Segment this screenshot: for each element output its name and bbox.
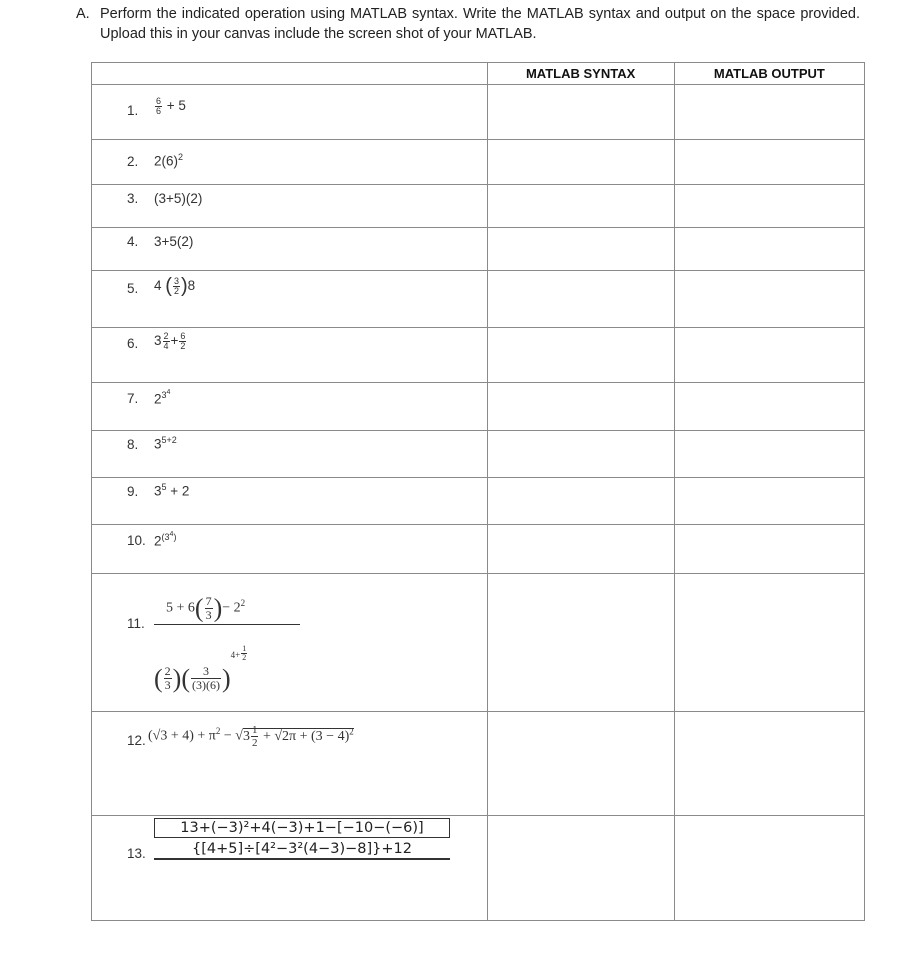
table-row: [92, 328, 865, 383]
output-cell[interactable]: [674, 525, 864, 574]
output-cell[interactable]: [674, 185, 864, 228]
fraction: $\frac{6}{6}$: [156, 96, 162, 116]
complex-fraction: 5 + 6( $\frac{7}{3}$ )− $2^2$ ( $\frac{2}{3}$ )( $\frac{3}{(3)(6)}$ )$^{4+}$ $\frac{1}{2}$: [154, 582, 300, 685]
syntax-cell[interactable]: [487, 228, 674, 271]
boxed-fraction: 13+(−3)²+4(−3)+1−[−10−(−6)] {[4+5]÷[4²−3²(4−3)−8]}+12: [154, 818, 450, 860]
output-cell[interactable]: [674, 271, 864, 328]
syntax-cell[interactable]: [487, 140, 674, 185]
output-cell[interactable]: [674, 574, 864, 712]
output-cell[interactable]: [674, 85, 864, 140]
output-cell[interactable]: [674, 228, 864, 271]
syntax-cell[interactable]: [487, 271, 674, 328]
table-row: [92, 85, 865, 140]
table-row: [92, 574, 865, 712]
output-cell[interactable]: [674, 478, 864, 525]
problem-2: 2. $2(6)^2$: [127, 152, 184, 169]
problem-8: 8. $3^{5+2}$: [127, 435, 177, 452]
syntax-cell[interactable]: [487, 383, 674, 431]
problem-10: 10. 2$^{(3^4)}$: [127, 531, 177, 549]
table-row: [92, 816, 865, 921]
worksheet-table: [91, 62, 865, 921]
problem-11: 11. 5 + 6( $\frac{7}{3}$ )− $2^2$ ( $\frac{2}{3}$ )( $\frac{3}{(3)(6)}$ )$^{4+}$ $\frac{1}{2}$: [92, 574, 487, 711]
table-row: [92, 525, 865, 574]
output-cell[interactable]: [674, 328, 864, 383]
problem-7: 7. $2^{3^4}$: [127, 389, 171, 407]
syntax-cell[interactable]: [487, 478, 674, 525]
output-cell[interactable]: [674, 431, 864, 478]
syntax-cell[interactable]: [487, 525, 674, 574]
table-row: [92, 478, 865, 525]
output-cell[interactable]: [674, 383, 864, 431]
problem-13: 13. 13+(−3)²+4(−3)+1−[−10−(−6)] {[4+5]÷[4²−3²(4−3)−8]}+12: [92, 816, 487, 920]
syntax-cell[interactable]: [487, 85, 674, 140]
matlab-syntax-header: MATLAB SYNTAX: [487, 63, 674, 85]
problem-3: 3. (3+5)(2): [127, 191, 203, 206]
section-letter: A.: [76, 6, 90, 22]
output-cell[interactable]: [674, 816, 864, 921]
table-row: [92, 383, 865, 431]
table-row: [92, 228, 865, 271]
table-row: [92, 140, 865, 185]
problem-9: 9. $3^5 + 2$: [127, 482, 190, 499]
instruction-text: Perform the indicated operation using MATLAB syntax. Write the MATLAB syntax and output on the space provided. Upload this in your canvas include the screen shot of your MATLAB.: [100, 6, 860, 42]
table-row: [92, 185, 865, 228]
syntax-cell[interactable]: [487, 431, 674, 478]
problem-12: 12. $(√3 + 4) + \pi^2 - √3$ $\frac{1}{2}$ + $√2\pi + (3 - 4)^2$: [127, 724, 354, 749]
syntax-cell[interactable]: [487, 185, 674, 228]
table-row: [92, 712, 865, 816]
syntax-cell[interactable]: [487, 816, 674, 921]
problem-4: 4. 3+5(2): [127, 234, 194, 249]
syntax-cell[interactable]: [487, 328, 674, 383]
output-cell[interactable]: [674, 712, 864, 816]
syntax-cell[interactable]: [487, 712, 674, 816]
matlab-output-header: MATLAB OUTPUT: [674, 63, 864, 85]
table-row: [92, 271, 865, 328]
problem-1: 1. $\frac{6}{6}$ + 5: [127, 96, 186, 118]
output-cell[interactable]: [674, 140, 864, 185]
header-row: [92, 63, 865, 85]
syntax-cell[interactable]: [487, 574, 674, 712]
problem-5: 5. 4 ( $\frac{3}{2}$ )8: [127, 275, 196, 297]
problem-6: 6. 3 $\frac{2}{4}$ + $\frac{6}{2}$: [127, 331, 186, 351]
table-row: [92, 431, 865, 478]
problem-header: [92, 63, 488, 85]
